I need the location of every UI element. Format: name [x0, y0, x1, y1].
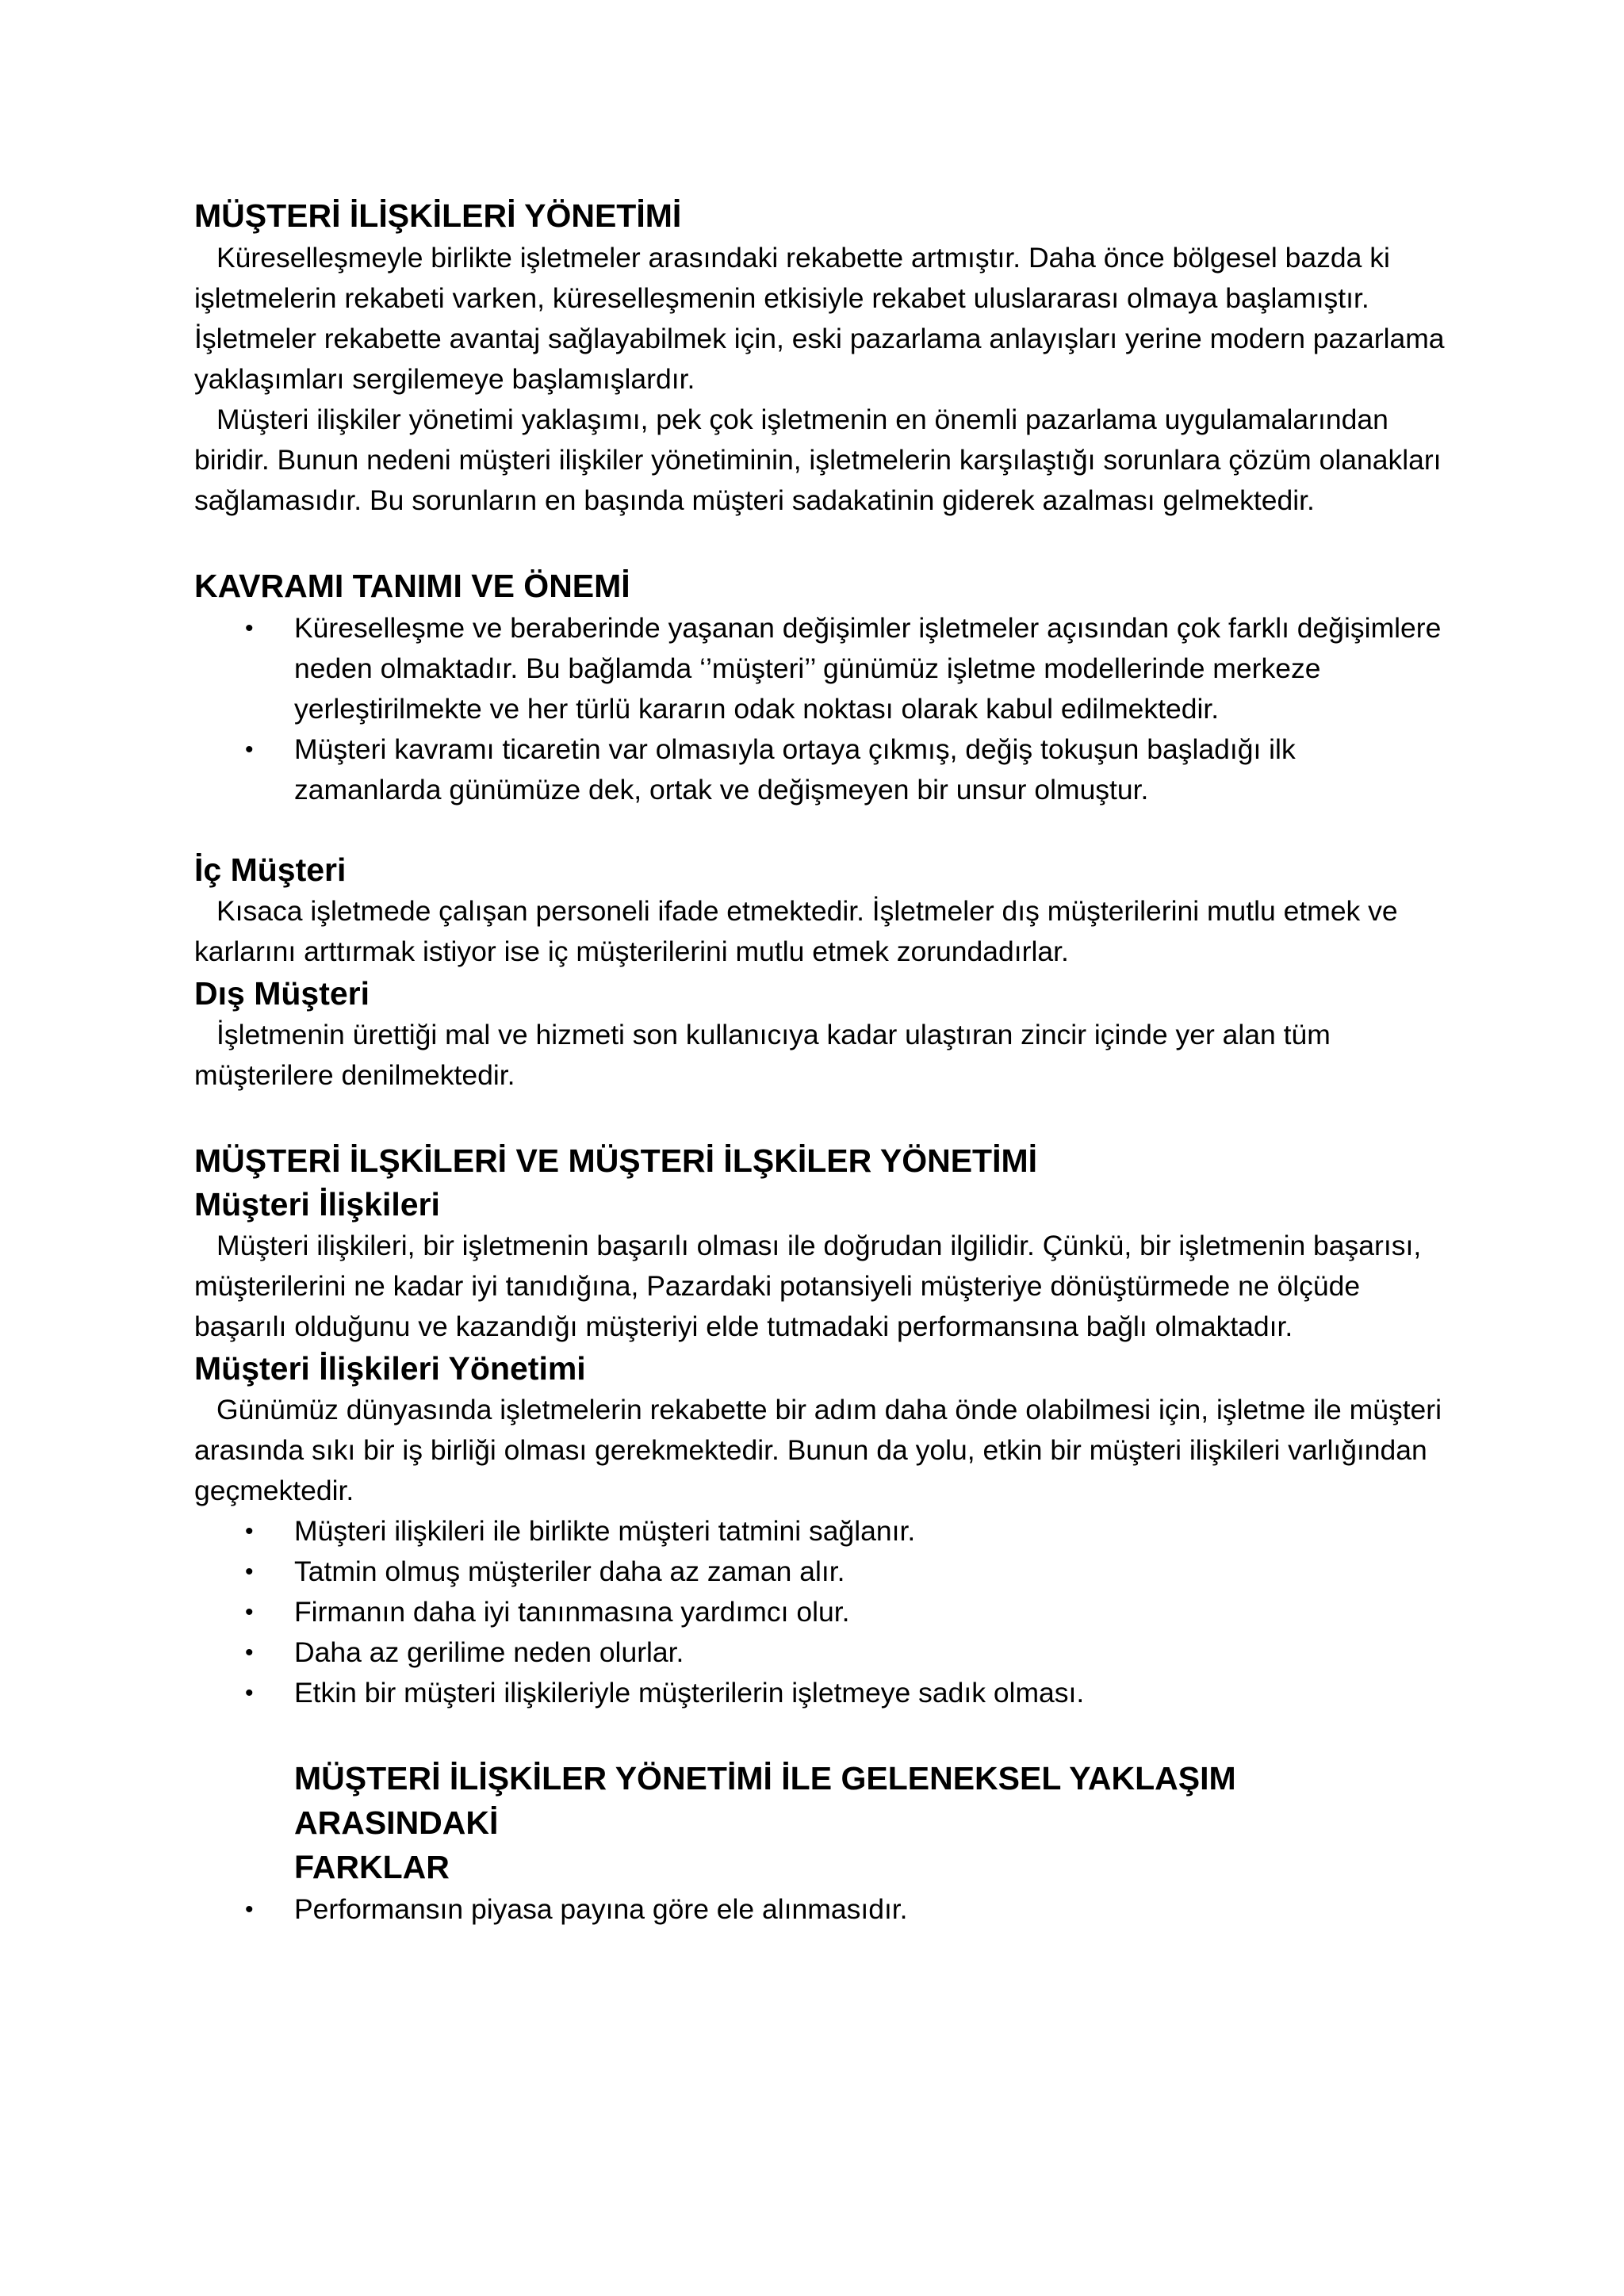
section-title-line: FARKLAR [294, 1849, 450, 1885]
bullet-icon: • [245, 1896, 254, 1923]
bullet-icon: • [245, 1599, 254, 1625]
section-title-external-customer: Dış Müşteri [194, 975, 370, 1012]
list-item [194, 1673, 1447, 1713]
bullet-list [194, 1511, 1447, 1713]
list-item-text: Küreselleşme ve beraberinde yaşanan değişimler işletmeler açısından çok farklı değişimlere neden olmaktadır. Bu bağlamda ‘’müşteri’’ günümüz işletme modellerinde merkeze yerleştirilmekte ve her türlü kararın odak noktası olarak kabul edilmektedir. [294, 612, 1442, 725]
section-title-concept: KAVRAMI TANIMI VE ÖNEMİ [194, 568, 630, 604]
section-title-internal-customer: İç Müşteri [194, 851, 347, 888]
bullet-icon: • [245, 1680, 254, 1706]
bullet-icon: • [245, 1559, 254, 1585]
bullet-icon: • [245, 615, 254, 641]
bullet-icon: • [245, 1518, 254, 1544]
list-item [194, 1511, 1447, 1552]
subsection-title: Müşteri İlişkileri Yönetimi [194, 1350, 586, 1387]
paragraph: Müşteri ilişkileri, bir işletmenin başarılı olması ile doğrudan ilgilidir. Çünkü, bir işletmenin başarısı, müşterilerini ne kadar iyi tanıdığına, Pazardaki potansiyeli müşteriye dönüştürmede ne ölçüde başarılı olduğunu ve kazandığı müşteriyi elde tutmadaki performansına bağlı olmaktadır. [194, 1230, 1422, 1342]
list-item [194, 1552, 1447, 1592]
list-item [194, 729, 1447, 810]
section-title-differences [194, 1756, 1447, 1889]
bullet-icon: • [245, 737, 254, 763]
paragraph: Kısaca işletmede çalışan personeli ifade etmektedir. İşletmeler dış müşterilerini mutlu etmek ve karlarını arttırmak istiyor ise iç müşterilerini mutlu etmek zorundadırlar. [194, 895, 1398, 967]
list-item-text: Performansın piyasa payına göre ele alınmasıdır. [294, 1893, 908, 1925]
paragraph: Müşteri ilişkiler yönetimi yaklaşımı, pek çok işletmenin en önemli pazarlama uygulamalarından biridir. Bunun nedeni müşteri ilişkiler yönetiminin, işletmelerin karşılaştığı sorunlara çözüm olanakları sağlamasıdır. Bu sorunların en başında müşteri sadakatinin giderek azalması gelmektedir. [194, 404, 1442, 516]
bullet-list [194, 608, 1447, 810]
paragraph: İşletmenin ürettiği mal ve hizmeti son kullanıcıya kadar ulaştıran zincir içinde yer alan tüm müşterilere denilmektedir. [194, 1019, 1331, 1091]
document-page [194, 193, 1447, 1930]
list-item-text: Firmanın daha iyi tanınmasına yardımcı olur. [294, 1596, 850, 1628]
list-item [194, 1889, 1447, 1930]
section-title-crm: MÜŞTERİ İLİŞKİLERİ YÖNETİMİ [194, 197, 682, 234]
list-item-text: Daha az gerilime neden olurlar. [294, 1636, 684, 1668]
list-item-text: Müşteri kavramı ticaretin var olmasıyla ortaya çıkmış, değiş tokuşun başladığı ilk zamanlarda günümüze dek, ortak ve değişmeyen bir unsur olmuştur. [294, 733, 1296, 806]
list-item-text: Etkin bir müşteri ilişkileriyle müşterilerin işletmeye sadık olması. [294, 1677, 1085, 1709]
subsection-title: Müşteri İlişkileri [194, 1186, 440, 1223]
paragraph: Günümüz dünyasında işletmelerin rekabette bir adım daha önde olabilmesi için, işletme ile müşteri arasında sıkı bir iş birliği olması gerekmektedir. Bunun da yolu, etkin bir müşteri ilişkileri varlığından geçmektedir. [194, 1394, 1442, 1506]
bullet-list [194, 1889, 1447, 1930]
list-item-text: Müşteri ilişkileri ile birlikte müşteri tatmini sağlanır. [294, 1515, 916, 1547]
list-item [194, 608, 1447, 729]
bullet-icon: • [245, 1640, 254, 1666]
list-item-text: Tatmin olmuş müşteriler daha az zaman alır. [294, 1556, 845, 1587]
paragraph: Küreselleşmeyle birlikte işletmeler arasındaki rekabette artmıştır. Daha önce bölgesel bazda ki işletmelerin rekabeti varken, küreselleşmenin etkisiyle rekabet uluslararası olmaya başlamıştır. İşletmeler rekabette avantaj sağlayabilmek için, eski pazarlama anlayışları yerine modern pazarlama yaklaşımları sergilemeye başlamışlardır. [194, 242, 1445, 395]
section-title-customer-relations: MÜŞTERİ İLŞKİLERİ VE MÜŞTERİ İLŞKİLER YÖNETİMİ [194, 1142, 1038, 1179]
section-title-line: MÜŞTERİ İLİŞKİLER YÖNETİMİ İLE GELENEKSEL YAKLAŞIM ARASINDAKİ [294, 1760, 1236, 1841]
list-item [194, 1632, 1447, 1673]
list-item [194, 1592, 1447, 1632]
